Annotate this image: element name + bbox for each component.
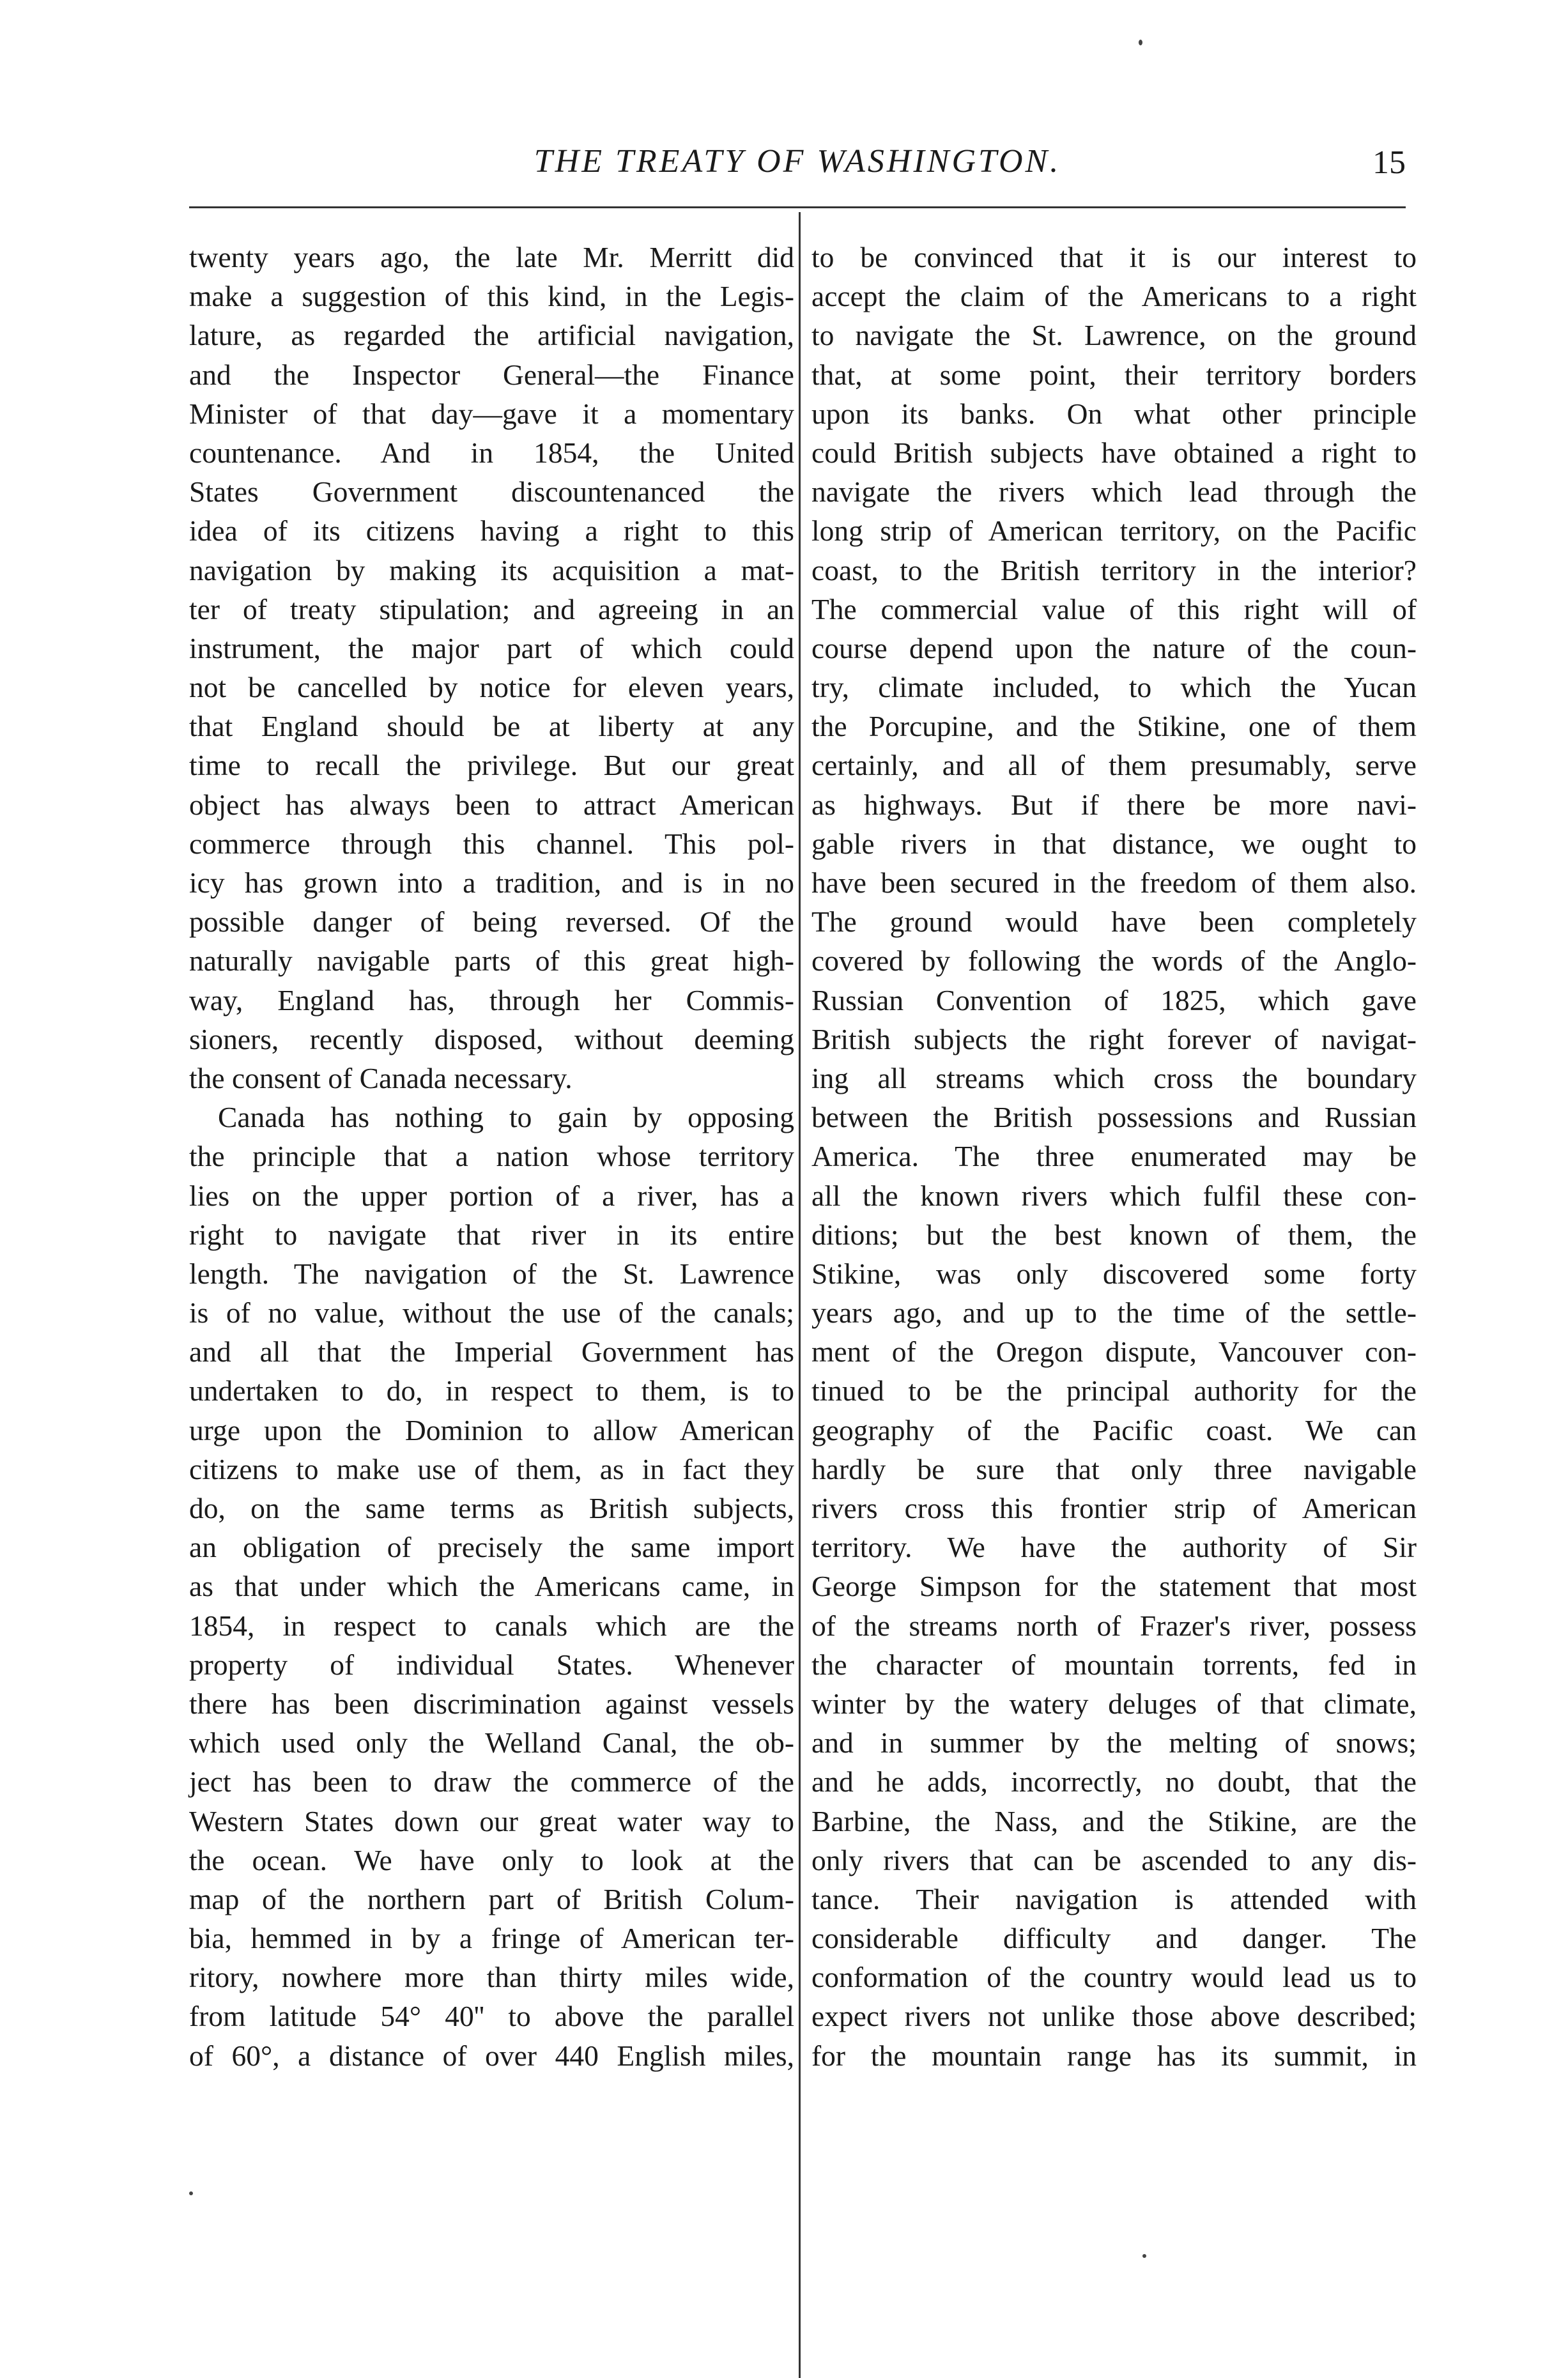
- text-line: the consent of Canada necessary.: [189, 1061, 573, 1094]
- text-line: territory. We have the authority of Sir: [811, 1531, 1417, 1564]
- text-line: instrument, the major part of which could: [189, 631, 794, 664]
- text-line: ment of the Oregon dispute, Vancouver con-: [811, 1335, 1417, 1369]
- text-line: tance. Their navigation is attended with: [811, 1882, 1417, 1915]
- text-line: British subjects the right forever of navigat-: [811, 1022, 1417, 1055]
- text-line: long strip of American territory, on the Pacific: [811, 514, 1417, 548]
- text-line: gable rivers in that distance, we ought to: [811, 827, 1417, 860]
- text-line: idea of its citizens having a right to this: [189, 514, 794, 548]
- text-line: Stikine, was only discovered some forty: [811, 1257, 1417, 1290]
- text-line: ditions; but the best known of them, the: [811, 1218, 1417, 1251]
- text-line: not be cancelled by notice for eleven years,: [189, 671, 794, 704]
- text-line: and the Inspector General—the Finance: [189, 358, 794, 391]
- text-line: Minister of that day—gave it a momentary: [189, 397, 794, 430]
- text-line: to navigate the St. Lawrence, on the ground: [811, 319, 1417, 352]
- left-column: [189, 238, 794, 2075]
- text-line: years ago, and up to the time of the settle-: [811, 1296, 1417, 1330]
- text-line: is of no value, without the use of the canals;: [189, 1296, 794, 1330]
- text-line: there has been discrimination against vessels: [189, 1687, 794, 1720]
- text-line: and in summer by the melting of snows;: [811, 1726, 1417, 1760]
- text-line: navigation by making its acquisition a mat-: [189, 553, 794, 587]
- text-line: Russian Convention of 1825, which gave: [811, 983, 1417, 1016]
- text-line: twenty years ago, the late Mr. Merritt did: [189, 241, 794, 273]
- text-line: sioners, recently disposed, without deeming: [189, 1022, 794, 1055]
- text-line: time to recall the privilege. But our great: [189, 749, 794, 782]
- text-line: lature, as regarded the artificial navigation,: [189, 319, 794, 352]
- text-line: that England should be at liberty at any: [189, 710, 794, 743]
- text-line: ject has been to draw the commerce of the: [189, 1765, 794, 1799]
- text-line: Barbine, the Nass, and the Stikine, are the: [811, 1804, 1417, 1837]
- text-line: and all that the Imperial Government has: [189, 1335, 794, 1369]
- text-line: urge upon the Dominion to allow American: [189, 1413, 794, 1446]
- text-line: ritory, nowhere more than thirty miles wide,: [189, 1961, 794, 1994]
- column-divider: [799, 212, 801, 2378]
- text-line: coast, to the British territory in the interior?: [811, 553, 1417, 587]
- text-line: that, at some point, their territory borders: [811, 358, 1417, 391]
- text-line: rivers cross this frontier strip of American: [811, 1492, 1417, 1524]
- text-line: hardly be sure that only three navigable: [811, 1452, 1417, 1485]
- text-line: lies on the upper portion of a river, has a: [189, 1179, 794, 1212]
- text-line: icy has grown into a tradition, and is in no: [189, 866, 794, 899]
- speck-mark: [1139, 40, 1142, 45]
- text-line: undertaken to do, in respect to them, is to: [189, 1374, 794, 1408]
- text-line: from latitude 54° 40'' to above the parallel: [189, 2000, 794, 2033]
- text-line: only rivers that can be ascended to any dis-: [811, 1843, 1417, 1876]
- text-line: length. The navigation of the St. Lawrence: [189, 1257, 794, 1290]
- text-line: winter by the watery deluges of that climate,: [811, 1687, 1417, 1720]
- text-line: property of individual States. Whenever: [189, 1648, 794, 1681]
- text-line: which used only the Welland Canal, the ob-: [189, 1726, 794, 1760]
- text-line: all the known rivers which fulfil these con-: [811, 1179, 1417, 1212]
- text-line: bia, hemmed in by a fringe of American ter-: [189, 1922, 794, 1955]
- text-line: as that under which the Americans came, in: [189, 1570, 794, 1603]
- text-line: conformation of the country would lead us to: [811, 1961, 1417, 1994]
- text-line: navigate the rivers which lead through the: [811, 475, 1417, 509]
- text-line: for the mountain range has its summit, in: [811, 2039, 1417, 2072]
- text-line: object has always been to attract American: [189, 788, 794, 821]
- text-line: 1854, in respect to canals which are the: [189, 1609, 794, 1642]
- text-line: accept the claim of the Americans to a right: [811, 280, 1417, 313]
- text-line: citizens to make use of them, as in fact they: [189, 1452, 794, 1485]
- text-line: certainly, and all of them presumably, serve: [811, 749, 1417, 782]
- text-line: way, England has, through her Commis-: [189, 983, 794, 1016]
- text-line: the principle that a nation whose territory: [189, 1140, 794, 1173]
- text-line: The commercial value of this right will of: [811, 592, 1417, 625]
- text-line: Western States down our great water way to: [189, 1804, 794, 1837]
- header-rule: [189, 206, 1406, 208]
- text-line: an obligation of precisely the same import: [189, 1531, 794, 1564]
- text-line: ing all streams which cross the boundary: [811, 1061, 1417, 1094]
- text-line: map of the northern part of British Colum-: [189, 1882, 794, 1915]
- text-line: between the British possessions and Russian: [811, 1101, 1417, 1134]
- text-line: the Porcupine, and the Stikine, one of them: [811, 710, 1417, 743]
- text-line: covered by following the words of the Anglo-: [811, 944, 1417, 978]
- text-line: geography of the Pacific coast. We can: [811, 1413, 1417, 1446]
- text-line: have been secured in the freedom of them also.: [811, 866, 1417, 899]
- text-line: as highways. But if there be more navi-: [811, 788, 1417, 821]
- text-line: do, on the same terms as British subjects,: [189, 1492, 794, 1524]
- running-head: [189, 137, 1406, 195]
- page-number: 15: [1372, 144, 1406, 181]
- running-title: THE TREATY OF WASHINGTON.: [534, 143, 1061, 180]
- text-line: States Government discountenanced the: [189, 475, 794, 509]
- text-line: commerce through this channel. This pol-: [189, 827, 794, 860]
- text-line: of 60°, a distance of over 440 English miles,: [189, 2039, 794, 2072]
- text-line: of the streams north of Frazer's river, possess: [811, 1609, 1417, 1642]
- text-line: expect rivers not unlike those above described;: [811, 2000, 1417, 2033]
- text-line: considerable difficulty and danger. The: [811, 1922, 1417, 1955]
- text-line: America. The three enumerated may be: [811, 1140, 1417, 1173]
- text-line: course depend upon the nature of the coun-: [811, 631, 1417, 664]
- text-line: tinued to be the principal authority for the: [811, 1374, 1417, 1408]
- text-line: countenance. And in 1854, the United: [189, 436, 794, 469]
- text-line: ter of treaty stipulation; and agreeing in an: [189, 592, 794, 625]
- right-column: [811, 238, 1417, 2075]
- text-line: the character of mountain torrents, fed in: [811, 1648, 1417, 1681]
- speck-mark: [189, 2191, 193, 2195]
- text-line: the ocean. We have only to look at the: [189, 1843, 794, 1876]
- text-line: Canada has nothing to gain by opposing: [218, 1101, 794, 1134]
- text-line: naturally navigable parts of this great high-: [189, 944, 794, 978]
- text-line: try, climate included, to which the Yucan: [811, 671, 1417, 704]
- text-line: The ground would have been completely: [811, 905, 1417, 939]
- text-line: to be convinced that it is our interest to: [811, 241, 1417, 273]
- text-line: make a suggestion of this kind, in the Legis-: [189, 280, 794, 313]
- speck-mark: [1142, 2254, 1146, 2258]
- text-line: and he adds, incorrectly, no doubt, that the: [811, 1765, 1417, 1799]
- text-line: could British subjects have obtained a right to: [811, 436, 1417, 469]
- text-line: right to navigate that river in its entire: [189, 1218, 794, 1251]
- text-line: upon its banks. On what other principle: [811, 397, 1417, 430]
- text-line: George Simpson for the statement that most: [811, 1570, 1417, 1603]
- text-line: possible danger of being reversed. Of the: [189, 905, 794, 939]
